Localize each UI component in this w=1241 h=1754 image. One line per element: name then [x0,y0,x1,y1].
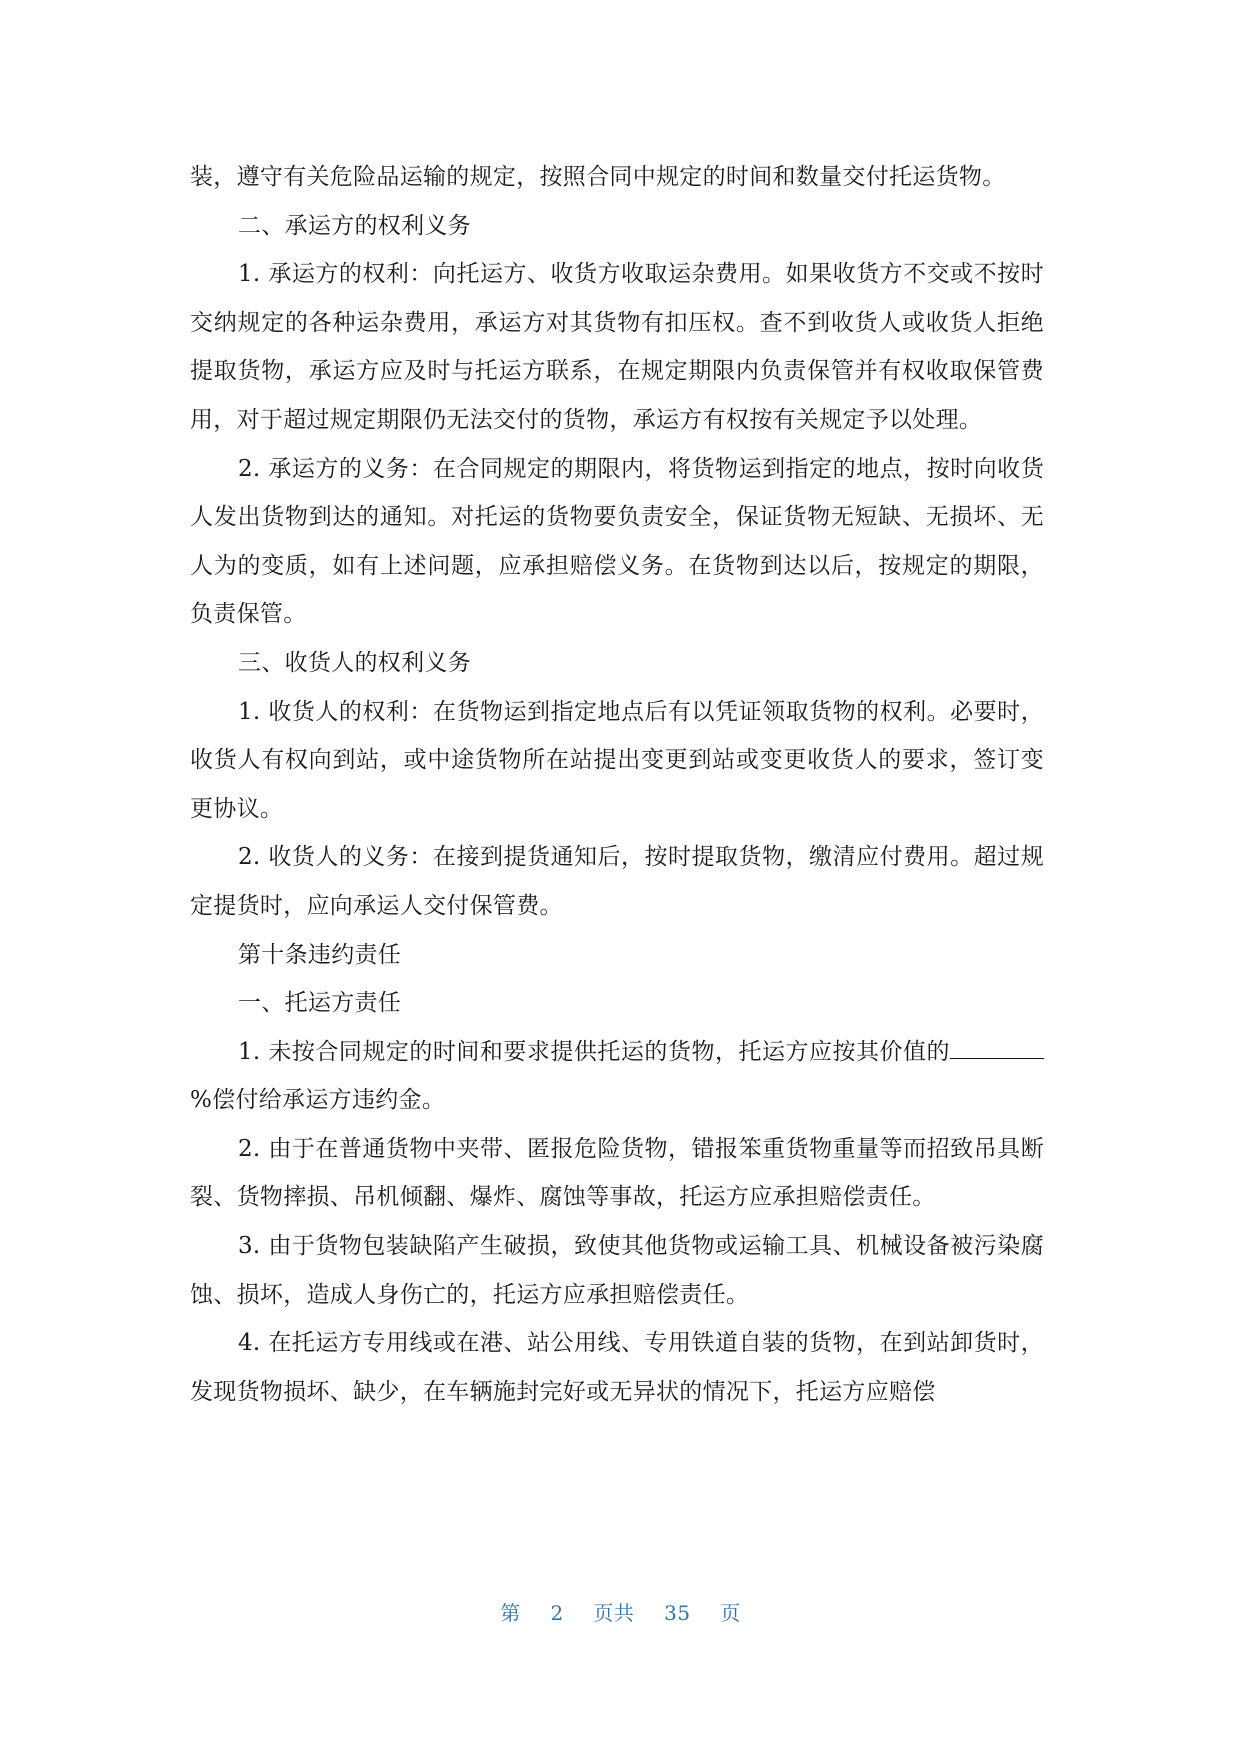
paragraph: 1. 承运方的权利：向托运方、收货方收取运杂费用。如果收货方不交或不按时交纳规定的各种运杂费用，承运方对其货物有扣压权。查不到收货人或收货人拒绝提取货物，承运方应及时与托运方联系，在规定期限内负责保管并有权收取保管费用，对于超过规定期限仍无法交付的货物，承运方有权按有关规定予以处理。 [190,261,1044,433]
paragraph: 装，遵守有关危险品运输的规定，按照合同中规定的时间和数量交付托运货物。 [190,164,1006,190]
section-heading: 二、承运方的权利义务 [238,212,471,239]
paragraph: 2. 收货人的义务：在接到提货通知后，按时提取货物，缴清应付费用。超过规定提货时，应向承运人交付保管费。 [190,844,1044,919]
article-heading: 第十条违约责任 [238,941,402,968]
fill-in-blank [950,1040,1044,1059]
paragraph: 1. 收货人的权利：在货物运到指定地点后有以凭证领取货物的权利。必要时，收货人有权向到站，或中途货物所在站提出变更到站或变更收货人的要求，签订变更协议。 [190,698,1044,822]
paragraph: 4. 在托运方专用线或在港、站公用线、专用铁道自装的货物，在到站卸货时，发现货物损坏、缺少，在车辆施封完好或无异状的情况下，托运方应赔偿 [190,1330,1044,1405]
page-footer [0,1597,1241,1626]
section-heading: 三、收货人的权利义务 [238,649,471,676]
paragraph-text-after-blank: %偿付给承运方违约金。 [190,1087,446,1114]
paragraph: 3. 由于货物包装缺陷产生破损，致使其他货物或运输工具、机械设备被污染腐蚀、损坏，造成人身伤亡的，托运方应承担赔偿责任。 [190,1233,1044,1308]
current-page-number: 2 [550,1601,564,1625]
footer-middle: 页共 [593,1601,635,1625]
footer-prefix: 第 [500,1601,521,1625]
paragraph-text-before-blank: 1. 未按合同规定的时间和要求提供托运的货物，托运方应按其价值的 [238,1038,950,1065]
paragraph: 2. 承运方的义务：在合同规定的期限内，将货物运到指定的地点，按时向收货人发出货物到达的通知。对托运的货物要负责安全，保证货物无短缺、无损坏、无人为的变质，如有上述问题，应承担赔偿义务。在货物到达以后，按规定的期限，负责保管。 [190,455,1044,628]
paragraph: 2. 由于在普通货物中夹带、匿报危险货物，错报笨重货物重量等而招致吊具断裂、货物摔损、吊机倾翻、爆炸、腐蚀等事故，托运方应承担赔偿责任。 [190,1135,1044,1211]
section-heading: 一、托运方责任 [238,990,402,1017]
total-page-count: 35 [664,1601,691,1625]
document-body [190,153,1044,1416]
footer-suffix: 页 [720,1601,741,1625]
paragraph-with-blank [190,1028,1044,1125]
